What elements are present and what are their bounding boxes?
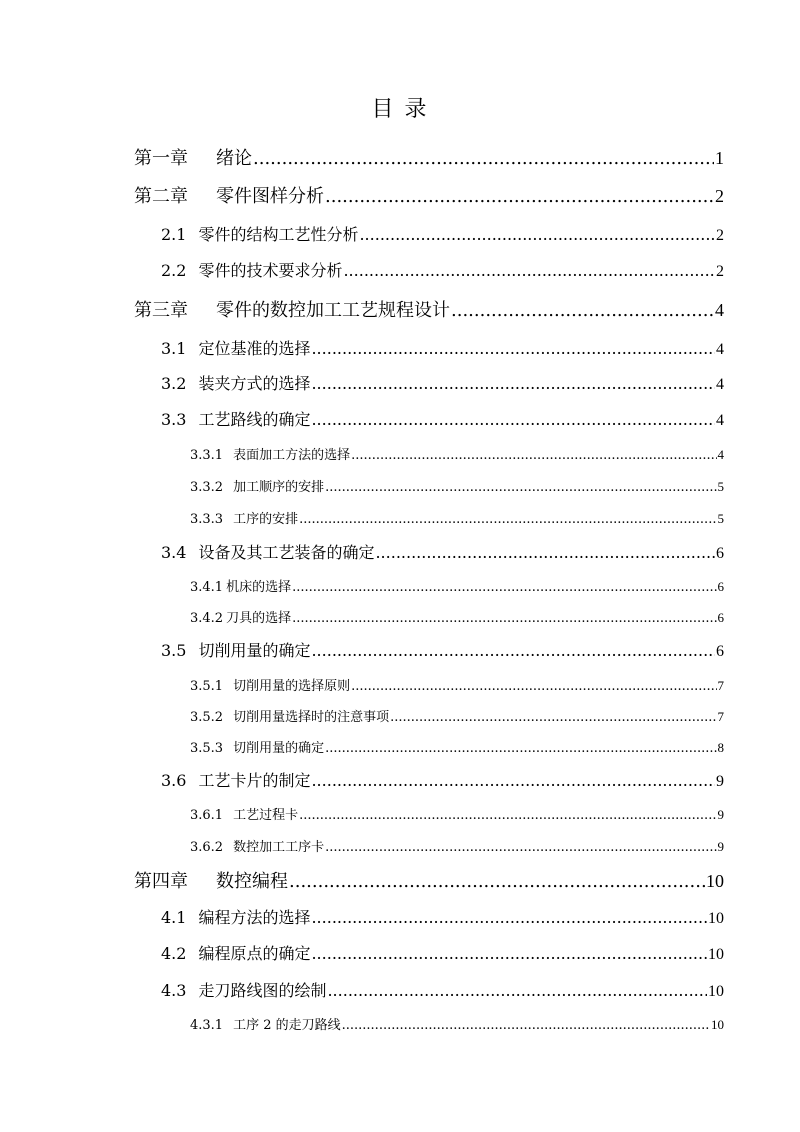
toc-entry-text: 数控加工工序卡 — [233, 840, 325, 855]
toc-entry-text: 刀具的选择 — [226, 611, 292, 626]
dot-leader — [325, 741, 716, 756]
toc-entry[interactable] — [190, 706, 724, 725]
dot-leader — [299, 808, 716, 823]
toc-page-number: 2 — [716, 263, 724, 280]
toc-page-number: 4 — [715, 300, 724, 320]
toc-page-number: 9 — [717, 807, 724, 822]
toc-page-number: 4 — [716, 341, 724, 358]
toc-page-number: 10 — [711, 1017, 724, 1032]
toc-entry-text: 绪论 — [216, 148, 252, 169]
toc-entry-text: 工艺路线的确定 — [198, 410, 311, 429]
toc-page-number: 9 — [716, 773, 724, 790]
toc-entry[interactable] — [134, 144, 724, 170]
toc-page-number: 10 — [708, 910, 724, 927]
toc-entry[interactable] — [190, 737, 724, 756]
toc-page-number: 2 — [716, 227, 724, 244]
toc-page-number: 5 — [717, 511, 724, 526]
toc-page-number: 9 — [717, 839, 724, 854]
dot-leader — [325, 840, 716, 855]
toc-page-number: 8 — [717, 740, 724, 755]
toc-entry-text: 表面加工方法的选择 — [233, 448, 351, 463]
toc-entry-text: 数控编程 — [216, 871, 288, 892]
toc-entry-number: 第一章 — [134, 148, 188, 169]
toc-entry-text: 装夹方式的选择 — [198, 374, 311, 393]
dot-leader — [343, 261, 715, 280]
toc-entry[interactable] — [161, 336, 724, 359]
toc-entry[interactable] — [190, 675, 724, 694]
toc-entry-text: 零件的结构工艺性分析 — [198, 225, 359, 244]
toc-entry[interactable] — [190, 576, 724, 595]
dot-leader — [325, 480, 716, 495]
dot-leader — [375, 543, 715, 562]
toc-entry[interactable] — [161, 905, 724, 928]
toc-page-number: 1 — [715, 148, 724, 168]
toc-entry[interactable] — [161, 978, 724, 1001]
dot-leader — [325, 186, 714, 207]
toc-entry[interactable] — [190, 836, 724, 855]
dot-leader — [311, 944, 707, 963]
toc-page-number: 7 — [717, 709, 724, 724]
toc-page-number: 6 — [716, 643, 724, 660]
toc-entry-number: 3.5.1 — [190, 679, 224, 694]
toc-entry[interactable] — [161, 941, 724, 964]
dot-leader — [451, 300, 714, 321]
toc-entry-number: 第二章 — [134, 186, 188, 207]
toc-page-number: 10 — [706, 871, 724, 891]
toc-page-number: 10 — [708, 946, 724, 963]
toc-entry-number: 3.3 — [161, 410, 187, 429]
page-title: 目 录 — [371, 97, 429, 122]
toc-entry-number: 2.1 — [161, 225, 187, 244]
toc-entry-text: 编程原点的确定 — [198, 944, 311, 963]
toc-entry-number: 3.6 — [161, 771, 187, 790]
toc-entry[interactable] — [161, 638, 724, 661]
toc-entry-number: 3.2 — [161, 374, 187, 393]
dot-leader — [311, 771, 715, 790]
toc-entry[interactable] — [161, 407, 724, 430]
toc-entry-text: 切削用量选择时的注意事项 — [233, 710, 390, 725]
toc-page-number: 4 — [716, 412, 724, 429]
toc-page-number: 6 — [717, 579, 724, 594]
toc-entry[interactable] — [190, 508, 724, 527]
dot-leader — [253, 148, 714, 169]
toc-entry-text: 工序的安排 — [233, 512, 299, 527]
dot-leader — [390, 710, 716, 725]
toc-entry-text: 设备及其工艺装备的确定 — [198, 543, 375, 562]
toc-entry-text: 切削用量的选择原则 — [233, 679, 351, 694]
toc-entry[interactable] — [190, 444, 724, 463]
dot-leader — [359, 225, 715, 244]
toc-page-number: 4 — [717, 447, 724, 462]
dot-leader — [289, 871, 705, 892]
toc-entry-number: 3.3.1 — [190, 448, 224, 463]
toc-page-number: 4 — [716, 376, 724, 393]
toc-page-number: 6 — [717, 610, 724, 625]
toc-entry-number: 第四章 — [134, 871, 188, 892]
toc-entry-text: 机床的选择 — [226, 580, 292, 595]
toc-entry[interactable] — [134, 867, 724, 893]
toc-entry-number: 3.5 — [161, 641, 187, 660]
toc-entry-text: 零件的数控加工工艺规程设计 — [216, 300, 450, 321]
toc-page-number: 2 — [715, 186, 724, 206]
dot-leader — [292, 580, 716, 595]
toc-entry-text: 切削用量的确定 — [198, 641, 311, 660]
toc-entry[interactable] — [134, 182, 724, 208]
dot-leader — [292, 611, 716, 626]
dot-leader — [311, 339, 715, 358]
toc-entry[interactable] — [190, 1014, 724, 1033]
toc-entry-text: 零件的技术要求分析 — [198, 261, 343, 280]
toc-entry-number: 2.2 — [161, 261, 187, 280]
toc-entry[interactable] — [190, 607, 724, 626]
toc-entry-number: 3.3.2 — [190, 480, 224, 495]
dot-leader — [351, 448, 716, 463]
toc-entry[interactable] — [161, 371, 724, 394]
toc-entry[interactable] — [161, 258, 724, 281]
toc-entry-number: 3.4 — [161, 543, 187, 562]
toc-entry-number: 3.4.2 — [190, 611, 224, 626]
toc-entry[interactable] — [161, 222, 724, 245]
toc-entry-text: 走刀路线图的绘制 — [198, 981, 327, 1000]
toc-entry-number: 4.3 — [161, 981, 187, 1000]
dot-leader — [311, 641, 715, 660]
toc-entry[interactable] — [190, 804, 724, 823]
toc-entry-number: 3.5.2 — [190, 710, 224, 725]
toc-entry-text: 定位基准的选择 — [198, 339, 311, 358]
toc-entry-text: 工序 2 的走刀路线 — [233, 1018, 341, 1033]
toc-entry[interactable] — [161, 540, 724, 563]
toc-entry-number: 4.3.1 — [190, 1018, 224, 1033]
toc-page-number: 5 — [717, 479, 724, 494]
toc-entry-number: 4.1 — [161, 908, 187, 927]
toc-entry-text: 加工顺序的安排 — [233, 480, 325, 495]
dot-leader — [311, 908, 707, 927]
toc-entry-text: 编程方法的选择 — [198, 908, 311, 927]
dot-leader — [311, 410, 715, 429]
toc-entry-number: 3.1 — [161, 339, 187, 358]
dot-leader — [351, 679, 716, 694]
toc-page-number: 7 — [717, 678, 724, 693]
toc-entry-text: 零件图样分析 — [216, 186, 324, 207]
toc-page-number: 6 — [716, 545, 724, 562]
toc-entry-text: 切削用量的确定 — [233, 741, 325, 756]
toc-entry-number: 3.6.1 — [190, 808, 224, 823]
dot-leader — [342, 1018, 710, 1033]
toc-entry-text: 工艺过程卡 — [233, 808, 299, 823]
toc-entry-number: 4.2 — [161, 944, 187, 963]
toc-entry-number: 第三章 — [134, 300, 188, 321]
toc-entry-number: 3.6.2 — [190, 840, 224, 855]
dot-leader — [327, 981, 707, 1000]
toc-entry[interactable] — [134, 296, 724, 322]
toc-page-number: 10 — [708, 983, 724, 1000]
toc-entry[interactable] — [161, 768, 724, 791]
toc-entry-number: 3.3.3 — [190, 512, 224, 527]
dot-leader — [311, 374, 715, 393]
toc-entry[interactable] — [190, 476, 724, 495]
toc-entry-number: 3.5.3 — [190, 741, 224, 756]
toc-entry-text: 工艺卡片的制定 — [198, 771, 311, 790]
dot-leader — [299, 512, 716, 527]
toc-entry-number: 3.4.1 — [190, 580, 224, 595]
